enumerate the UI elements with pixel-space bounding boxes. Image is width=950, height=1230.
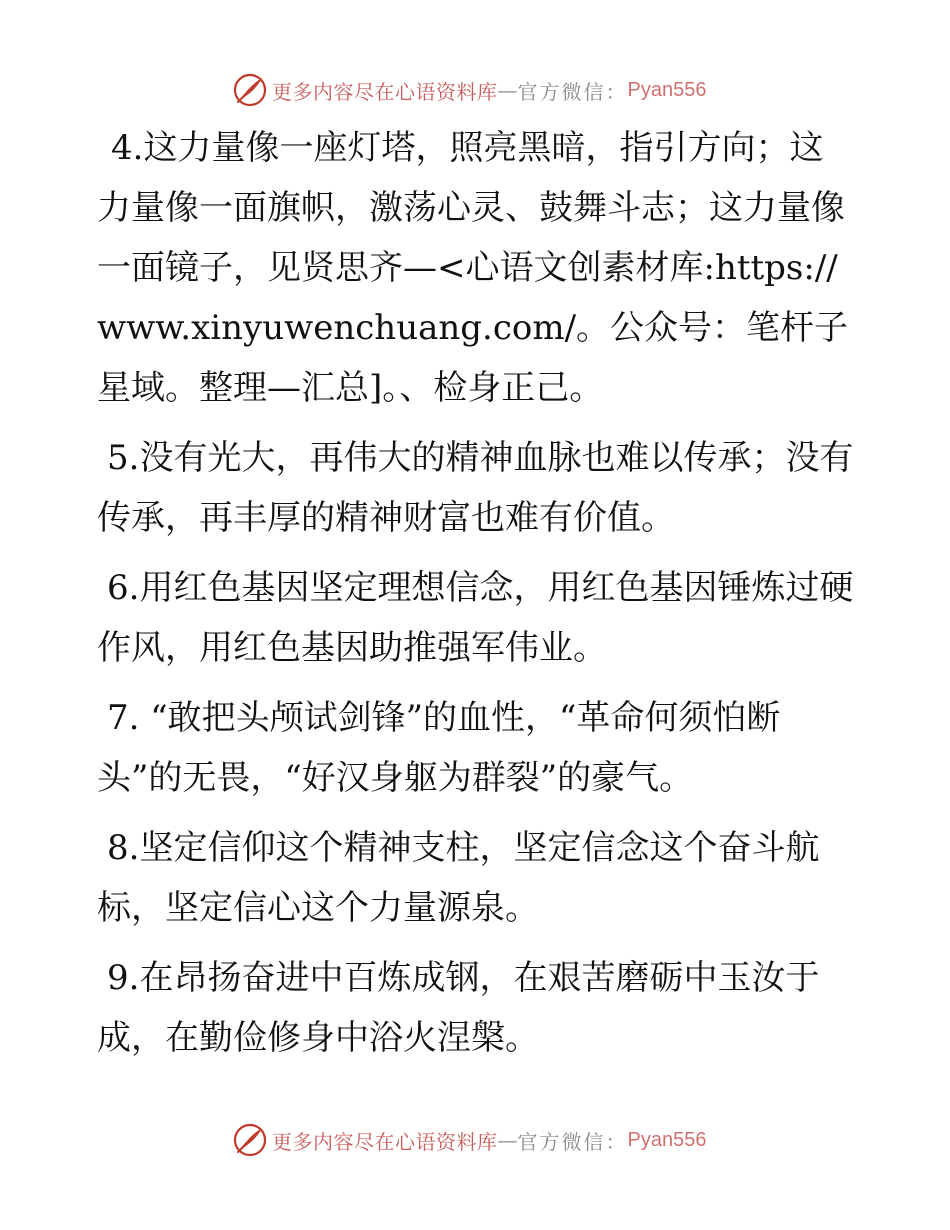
document-body [97, 118, 857, 1078]
paragraph-text: 没有光大，再伟大的精神血脉也难以传承；没有传承，再丰厚的精神财富也难有价值。 [97, 438, 854, 538]
paragraph-number: 8. [107, 828, 140, 868]
banner-wechat-id: Pyan556 [627, 1128, 707, 1151]
paragraph-4 [97, 118, 857, 418]
banner-text: 更多内容尽在心语资料库 [272, 79, 498, 104]
quill-pen-logo-icon [232, 72, 268, 108]
paragraph-5 [97, 428, 857, 548]
banner-wechat-label: 官方微信： [517, 79, 628, 104]
paragraph-text: 这力量像一座灯塔，照亮黑暗，指引方向；这力量像一面旗帜，激荡心灵、鼓舞斗志；这力量像一面镜子，见贤思齐—<心语文创素材库:https://www.xinyuwenchuang.com/。公众号：笔杆子星域。整理—汇总]。、检身正己。 [97, 128, 849, 408]
paragraph-text: 在昂扬奋进中百炼成钢，在艰苦磨砺中玉汝于成，在勤俭修身中浴火涅槃。 [97, 958, 820, 1058]
paragraph-text: 用红色基因坚定理想信念，用红色基因锤炼过硬作风，用红色基因助推强军伟业。 [97, 568, 854, 668]
paragraph-number: 5. [107, 438, 140, 478]
paragraph-number: 4. [111, 128, 144, 168]
banner-wechat-id: Pyan556 [627, 78, 707, 101]
paragraph-text: “敢把头颅试剑锋”的血性，“革命何须怕断头”的无畏，“好汉身躯为群裂”的豪气。 [97, 698, 781, 798]
banner-dash: — [497, 1128, 518, 1152]
paragraph-8 [97, 818, 857, 938]
paragraph-6 [97, 558, 857, 678]
paragraph-number: 6. [107, 568, 140, 608]
banner-dash: — [497, 78, 518, 102]
banner-wechat-label: 官方微信： [517, 1129, 628, 1154]
paragraph-9 [97, 948, 857, 1068]
header-banner [232, 70, 712, 110]
paragraph-text: 坚定信仰这个精神支柱，坚定信念这个奋斗航标，坚定信心这个力量源泉。 [97, 828, 820, 928]
paragraph-number: 7. [107, 698, 151, 738]
banner-text: 更多内容尽在心语资料库 [272, 1129, 498, 1154]
footer-banner [232, 1120, 712, 1160]
paragraph-number: 9. [107, 958, 140, 998]
quill-pen-logo-icon [232, 1122, 268, 1158]
paragraph-7 [97, 688, 857, 808]
